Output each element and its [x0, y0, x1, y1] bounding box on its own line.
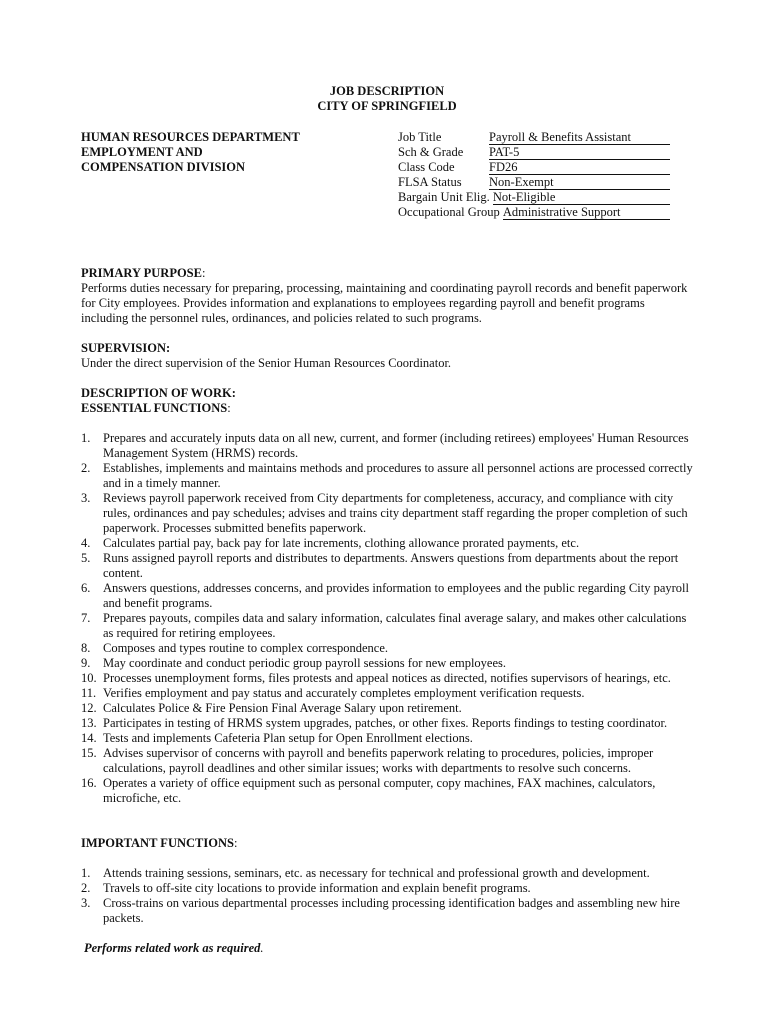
- item-text: Processes unemployment forms, files protests and appeal notices as directed, notifies supervisors of hearings, etc.: [103, 671, 671, 685]
- item-text: Composes and types routine to complex correspondence.: [103, 641, 388, 655]
- job-description-page: [81, 84, 693, 956]
- section-subheading: ESSENTIAL FUNCTIONS:: [81, 401, 231, 415]
- fact-occupational-group: [398, 205, 670, 220]
- item-number: 4.: [81, 536, 91, 550]
- fact-value: Payroll & Benefits Assistant: [489, 130, 670, 145]
- item-text: Participates in testing of HRMS system upgrades, patches, or other fixes. Reports findings to testing coordinator.: [103, 716, 668, 730]
- section-heading: PRIMARY PURPOSE:: [81, 266, 206, 280]
- department-line: COMPENSATION DIVISION: [81, 160, 246, 174]
- fact-value: Administrative Support: [503, 205, 670, 220]
- item-text: Runs assigned payroll reports and distributes to departments. Answers questions from departments about the report content.: [103, 551, 679, 580]
- list-item: [81, 551, 693, 581]
- list-item: [81, 701, 693, 716]
- fact-bargain-unit: [398, 190, 670, 205]
- document-subtitle: CITY OF SPRINGFIELD: [317, 99, 457, 113]
- important-section: [81, 836, 693, 851]
- department-line: HUMAN RESOURCES DEPARTMENT: [81, 130, 300, 144]
- list-item: [81, 611, 693, 641]
- item-number: 6.: [81, 581, 91, 595]
- item-number: 3.: [81, 491, 91, 505]
- item-text: Calculates partial pay, back pay for late increments, clothing allowance prorated payments, etc.: [103, 536, 580, 550]
- item-text: Attends training sessions, seminars, etc. as necessary for technical and professional growth and development.: [103, 866, 650, 880]
- list-item: [81, 866, 693, 881]
- item-number: 14.: [81, 731, 97, 745]
- section-heading: DESCRIPTION OF WORK:: [81, 386, 236, 400]
- item-text: Travels to off-site city locations to provide information and explain benefit programs.: [103, 881, 531, 895]
- item-number: 5.: [81, 551, 91, 565]
- item-number: 1.: [81, 866, 91, 880]
- item-text: May coordinate and conduct periodic group payroll sessions for new employees.: [103, 656, 507, 670]
- fact-job-title: [398, 130, 670, 145]
- fact-value: Non-Exempt: [489, 175, 670, 190]
- item-text: Cross-trains on various departmental processes including processing identification badges and assembling new hire packets.: [103, 896, 680, 925]
- important-functions-list: [81, 866, 693, 926]
- item-number: 2.: [81, 461, 91, 475]
- item-text: Calculates Police & Fire Pension Final Average Salary upon retirement.: [103, 701, 462, 715]
- list-item: [81, 461, 693, 491]
- department-line: EMPLOYMENT AND: [81, 145, 203, 159]
- item-text: Reviews payroll paperwork received from City departments for completeness, accuracy, and compliance with city rules, ordinances and pay schedules; advises and trains city department staff regarding the proper completion of such paperwork. Processes submitted benefits paperwork.: [103, 491, 688, 535]
- item-number: 1.: [81, 431, 91, 445]
- item-number: 7.: [81, 611, 91, 625]
- supervision-section: [81, 341, 693, 371]
- list-item: [81, 881, 693, 896]
- fact-value: Not-Eligible: [493, 190, 670, 205]
- item-number: 12.: [81, 701, 97, 715]
- fact-label: Class Code: [398, 160, 455, 174]
- header-block: [81, 130, 693, 266]
- fact-sch-grade: [398, 145, 670, 160]
- list-item: [81, 686, 693, 701]
- item-text: Advises supervisor of concerns with payroll and benefits paperwork relating to procedures, policies, improper calculations, payroll deadlines and other similar issues; works with departments to resolve such concerns.: [103, 746, 654, 775]
- closing-statement: Performs related work as required.: [84, 941, 264, 955]
- list-item: [81, 656, 693, 671]
- primary-purpose-section: [81, 266, 693, 326]
- department-block: [81, 130, 300, 175]
- fact-label: Occupational Group: [398, 205, 500, 219]
- section-heading: SUPERVISION:: [81, 341, 171, 355]
- list-item: [81, 536, 693, 551]
- item-text: Establishes, implements and maintains methods and procedures to assure all personnel actions are processed correctly and in a timely manner.: [103, 461, 693, 490]
- fact-value: PAT-5: [489, 145, 670, 160]
- list-item: [81, 776, 693, 806]
- item-number: 2.: [81, 881, 91, 895]
- fact-label: Job Title: [398, 130, 442, 144]
- fact-class-code: [398, 160, 670, 175]
- list-item: [81, 746, 693, 776]
- item-number: 8.: [81, 641, 91, 655]
- list-item: [81, 731, 693, 746]
- item-text: Answers questions, addresses concerns, and provides information to employees and the public regarding City payroll and benefit programs.: [103, 581, 689, 610]
- section-text: Under the direct supervision of the Senior Human Resources Coordinator.: [81, 356, 452, 370]
- fact-label: Bargain Unit Elig.: [398, 190, 490, 204]
- list-item: [81, 716, 693, 731]
- item-number: 10.: [81, 671, 97, 685]
- item-text: Operates a variety of office equipment such as personal computer, copy machines, FAX machines, calculators, microfiche, etc.: [103, 776, 656, 805]
- list-item: [81, 581, 693, 611]
- fact-label: FLSA Status: [398, 175, 462, 189]
- fact-flsa-status: [398, 175, 670, 190]
- list-item: [81, 431, 693, 461]
- item-number: 3.: [81, 896, 91, 910]
- document-title: JOB DESCRIPTION: [329, 84, 445, 98]
- item-number: 13.: [81, 716, 97, 730]
- section-heading: IMPORTANT FUNCTIONS:: [81, 836, 238, 850]
- item-number: 16.: [81, 776, 97, 790]
- item-text: Prepares and accurately inputs data on all new, current, and former (including retirees) employees' Human Resources Management System (HRMS) records.: [103, 431, 689, 460]
- item-number: 15.: [81, 746, 97, 760]
- item-number: 11.: [81, 686, 97, 700]
- essential-functions-list: [81, 431, 693, 806]
- list-item: [81, 491, 693, 536]
- list-item: [81, 641, 693, 656]
- item-number: 9.: [81, 656, 91, 670]
- item-text: Prepares payouts, compiles data and salary information, calculates final average salary, and makes other calculations as required for retiring employees.: [103, 611, 687, 640]
- item-text: Verifies employment and pay status and accurately completes employment verification requests.: [103, 686, 585, 700]
- list-item: [81, 671, 693, 686]
- fact-value: FD26: [489, 160, 670, 175]
- item-text: Tests and implements Cafeteria Plan setup for Open Enrollment elections.: [103, 731, 473, 745]
- description-section: [81, 386, 693, 416]
- fact-label: Sch & Grade: [398, 145, 464, 159]
- job-facts: [398, 130, 670, 220]
- list-item: [81, 896, 693, 926]
- section-text: Performs duties necessary for preparing, processing, maintaining and coordinating payroll records and benefit paperwork for City employees. Provides information and explanations to employees regarding payroll and benefit programs including the personnel rules, ordinances, and policies related to such programs.: [81, 281, 688, 325]
